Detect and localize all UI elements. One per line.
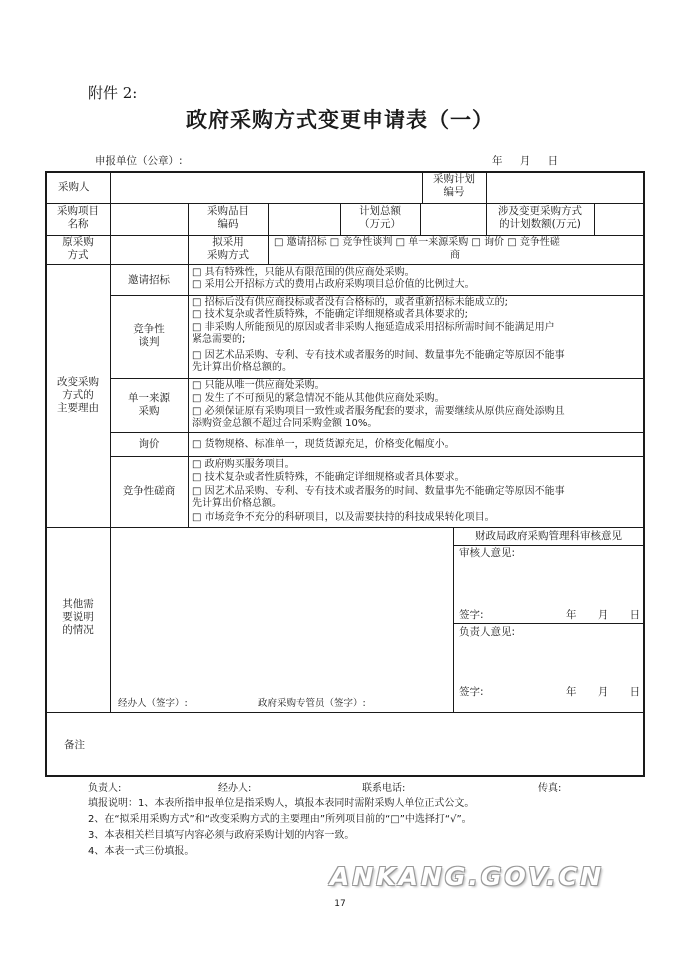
review-opinion-title: 财政局政府采购管理科审核意见 [475,530,622,542]
handler-signature-label: 经办人（签字）: [118,698,188,709]
page-title: 政府采购方式变更申请表（一） [186,108,494,132]
project-name-label: 采购项目 名称 [57,205,99,230]
change-amount-label: 涉及变更采购方式 的计划数额(万元) [498,205,582,230]
purchaser-label: 采购人 [58,181,90,193]
reason-item[interactable]: □ 因艺术品采购、专利、专有技术或者服务的时间、数量事先不能确定等原因不能事 [192,486,565,497]
remarks-label: 备注 [64,739,85,751]
instruction-note: 3、本表相关栏目填写内容必须与政府采购计划的内容一致。 [88,830,355,841]
reason-item[interactable]: □ 招标后没有供应商投标或者没有合格标的，或者重新招标未能成立的; [192,297,508,308]
principal-date-label: 年 月 日 [566,686,641,698]
proposed-method-options[interactable]: □ 邀请招标 □ 竞争性谈判 □ 单一来源采购 □ 询价 □ 竞争性磋 商 [274,237,560,261]
reason-item[interactable]: □ 只能从唯一供应商处采购。 [192,380,325,391]
instruction-note: 2、在“拟采用采购方式”和“改变采购方式的主要理由”所列项目前的“□”中选择打“√”。 [88,814,472,825]
reason-item[interactable]: □ 必须保证原有采购项目一致性或者服务配套的要求，需要继续从原供应商处添购且 [192,406,565,417]
group-competitive-consultation: 竞争性磋商 [122,485,176,497]
plan-total-label: 计划总额 （万元） [359,205,401,230]
change-reason-label: 改变采购 方式的 主要理由 [57,376,99,414]
reason-item-continued: 紧急需要的; [192,334,246,345]
reviewer-date-label: 年 月 日 [566,609,641,621]
application-date-label: 年 月 日 [492,155,559,167]
reason-item[interactable]: □ 市场竞争不充分的科研项目，以及需要扶持的科技成果转化项目。 [192,512,495,523]
reason-item[interactable]: □ 因艺术品采购、专利、专有技术或者服务的时间、数量事先不能确定等原因不能事 [192,350,565,361]
reason-item-continued: 先计算出价格总额的。 [192,362,292,373]
proposed-method-label: 拟采用 采购方式 [207,236,249,261]
reason-item[interactable]: □ 货物规格、标准单一，现货货源充足，价格变化幅度小。 [192,439,455,450]
footer-phone-label: 联系电话: [362,783,406,794]
group-single-source: 单一来源 采购 [128,392,170,417]
reason-item[interactable]: □ 技术复杂或者性质特殊，不能确定详细规格或者具体要求。 [192,472,465,483]
site-watermark: ANKANG.GOV.CN [330,862,605,891]
page-number: 17 [334,899,346,909]
group-invited-bidding: 邀请招标 [128,274,170,286]
principal-opinion-label: 负责人意见: [459,626,516,638]
group-competitive-negotiation: 竞争性 谈判 [133,323,165,348]
attachment-label: 附件 2: [88,84,138,102]
reviewer-sign-label: 签字: [459,609,484,621]
reason-item[interactable]: □ 发生了不可预见的紧急情况不能从其他供应商处采购。 [192,393,445,404]
plan-number-label: 采购计划 编号 [433,173,475,198]
reason-item[interactable]: □ 采用公开招标方式的费用占政府采购项目总价值的比例过大。 [192,279,475,290]
group-inquiry: 询价 [138,438,160,450]
other-explanation-label: 其他需 要说明 的情况 [62,598,94,636]
reason-item-continued: 先计算出价格总额。 [192,498,282,509]
reason-item[interactable]: □ 非采购人所能预见的原因或者非采购人拖延造成采用招标所需时间不能满足用户 [192,322,555,333]
original-method-label: 原采购 方式 [62,236,94,261]
instruction-note: 4、本表一式三份填报。 [88,846,195,857]
footer-handler-label: 经办人: [218,783,252,794]
footer-principal-label: 负责人: [88,783,122,794]
reason-item[interactable]: □ 具有特殊性，只能从有限范围的供应商处采购。 [192,267,415,278]
item-code-label: 采购品目 编码 [207,205,249,230]
reason-item-continued: 添购资金总额不超过合同采购金额 10%。 [192,418,378,429]
footer-fax-label: 传真: [538,783,562,794]
instruction-note: 填报说明：1、本表所指申报单位是指采购人，填报本表同时需附采购人单位正式公文。 [88,798,475,809]
reason-item[interactable]: □ 技术复杂或者性质特殊，不能确定详细规格或者具体要求的; [192,309,468,320]
applicant-unit-label: 申报单位（公章）: [95,155,183,167]
reviewer-opinion-label: 审核人意见: [459,547,516,559]
reason-item[interactable]: □ 政府购买服务项目。 [192,459,295,470]
specialist-signature-label: 政府采购专管员（签字）: [258,698,366,709]
principal-sign-label: 签字: [459,686,484,698]
